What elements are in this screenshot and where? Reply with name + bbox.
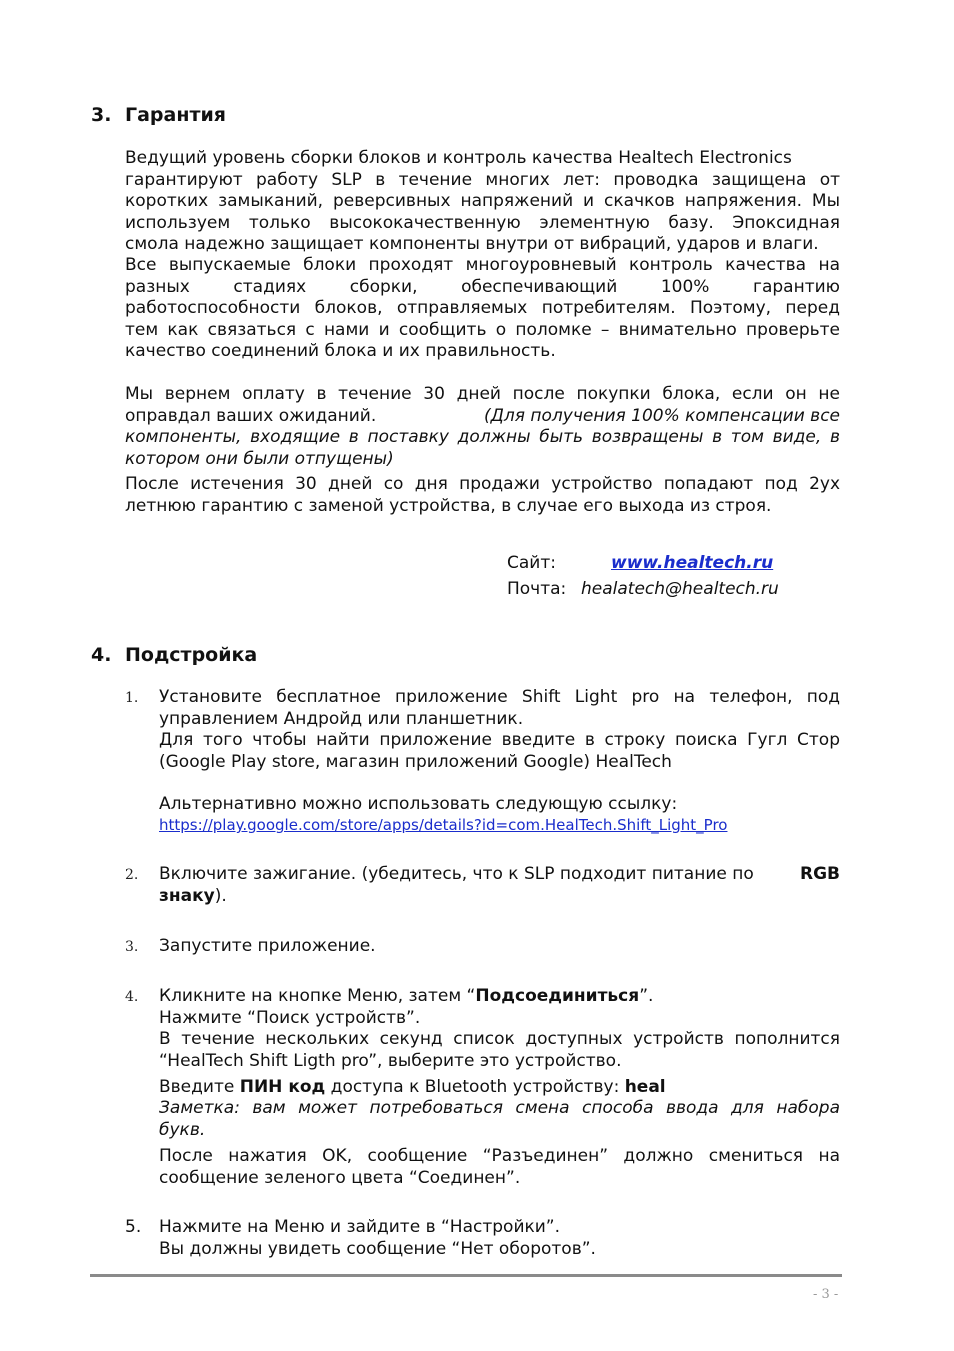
text-line: Для того чтобы найти приложение введите в строку поиска Гугл Стор [159, 730, 840, 750]
step-4-text [159, 986, 840, 1072]
connection-note [159, 1146, 840, 1189]
mail-label: Почта: [507, 579, 567, 599]
text-line: (Google Play store, магазин приложений Google) HealTech [159, 751, 672, 772]
text-line: разных стадиях сборки, обеспечивающий 100% гарантию [125, 276, 840, 297]
pin-line: Введите ПИН код доступа к Bluetooth устройству: heal [159, 1077, 666, 1097]
text-line: Установите бесплатное приложение Shift Light pro на телефон, под [159, 687, 840, 707]
warranty-paragraph-2 [125, 255, 840, 363]
text-line: Нажмите “Поиск устройств”. [159, 1007, 421, 1028]
text-line: знаку). [159, 885, 227, 906]
step-5-text [159, 1217, 840, 1260]
step-3-marker: 3. [125, 939, 139, 955]
step-5-marker: 5. [125, 1217, 142, 1237]
text-line: компоненты, входящие в поставку должны быть возвращены в том виде, в [125, 427, 840, 447]
step-2-text [159, 864, 840, 907]
step-1-text [159, 687, 840, 773]
step-3-text: Запустите приложение. [159, 936, 376, 956]
text-line: В течение нескольких секунд список доступных устройств пополнится [159, 1029, 840, 1049]
text-line: Все выпускаемые блоки проходят многоуровневый контроль качества на [125, 255, 840, 275]
text-line: работоспособности блоков, отправляемых потребителям. Поэтому, перед [125, 298, 840, 318]
text-line: Заметка: вам может потребоваться смена способа ввода для набора [159, 1098, 840, 1118]
text-line: Мы вернем оплату в течение 30 дней после покупки блока, если он не [125, 384, 840, 404]
step-1-alt-text: Альтернативно можно использовать следующую ссылку: [159, 794, 678, 814]
play-store-link[interactable]: https://play.google.com/store/apps/details?id=com.HealTech.Shift_Light_Pro [159, 816, 728, 834]
step-4-marker: 4. [125, 989, 139, 1005]
text-line: Кликните на кнопке Меню, затем “Подсоединиться”. [159, 986, 654, 1006]
text-line: гарантируют работу SLP в течение многих лет: проводка защищена от [125, 169, 840, 190]
section-3-title: Гарантия [125, 104, 227, 126]
text-line: “HealTech Shift Ligth pro”, выберите это устройство. [159, 1050, 622, 1071]
site-label: Сайт: [507, 553, 556, 573]
text-line: оправдал ваших ожиданий. (Для получения 100% компенсации все [125, 405, 840, 426]
text-line: котором они были отпущены) [125, 448, 394, 469]
input-note [159, 1098, 840, 1141]
mail-address: healatech@healtech.ru [581, 579, 779, 599]
warranty-term-paragraph [125, 474, 840, 517]
text-line: тем как связаться с нами и сообщить о поломке – внимательно проверьте [125, 319, 840, 340]
text-line: букв. [159, 1119, 206, 1140]
page-number: - 3 - [813, 1287, 839, 1302]
text-line: коротких замыканий, реверсивных напряжений и скачков напряжения. Мы [125, 191, 840, 211]
refund-paragraph [125, 384, 840, 470]
footer-divider [90, 1274, 842, 1277]
text-line: используем только высококачественную элементную базу. Эпоксидная [125, 212, 840, 233]
text-line: Включите зажигание. (убедитесь, что к SLP подходит питание по RGB [159, 864, 840, 884]
section-4-number: 4. [91, 644, 112, 666]
warranty-paragraph-1 [125, 148, 840, 256]
text-line: Вы должны увидеть сообщение “Нет оборотов”. [159, 1238, 596, 1259]
text-line: сообщение зеленого цвета “Соединен”. [159, 1167, 521, 1188]
text-line: качество соединений блока и их правильность. [125, 341, 556, 361]
text-line: После истечения 30 дней со дня продажи устройство попадают под 2ух [125, 474, 840, 494]
pin-code: heal [624, 1077, 666, 1097]
text-line: Нажмите на Меню и зайдите в “Настройки”. [159, 1217, 561, 1237]
text-line: Ведущий уровень сборки блоков и контроль качества Healtech Electronics [125, 148, 792, 168]
text-line: смола надежно защищает компоненты внутри от вибраций, ударов и влаги. [125, 234, 819, 254]
section-3-number: 3. [91, 104, 112, 126]
section-4-title: Подстройка [125, 644, 258, 666]
text-line: После нажатия OK, сообщение “Разъединен” должно смениться на [159, 1146, 840, 1166]
text-line: летнюю гарантию с заменой устройства, в случае его выхода из строя. [125, 495, 772, 516]
text-line: управлением Андройд или планшетник. [159, 708, 524, 729]
step-2-marker: 2. [125, 867, 139, 883]
site-link[interactable]: www.healtech.ru [611, 553, 774, 573]
step-1-marker: 1. [125, 690, 139, 706]
